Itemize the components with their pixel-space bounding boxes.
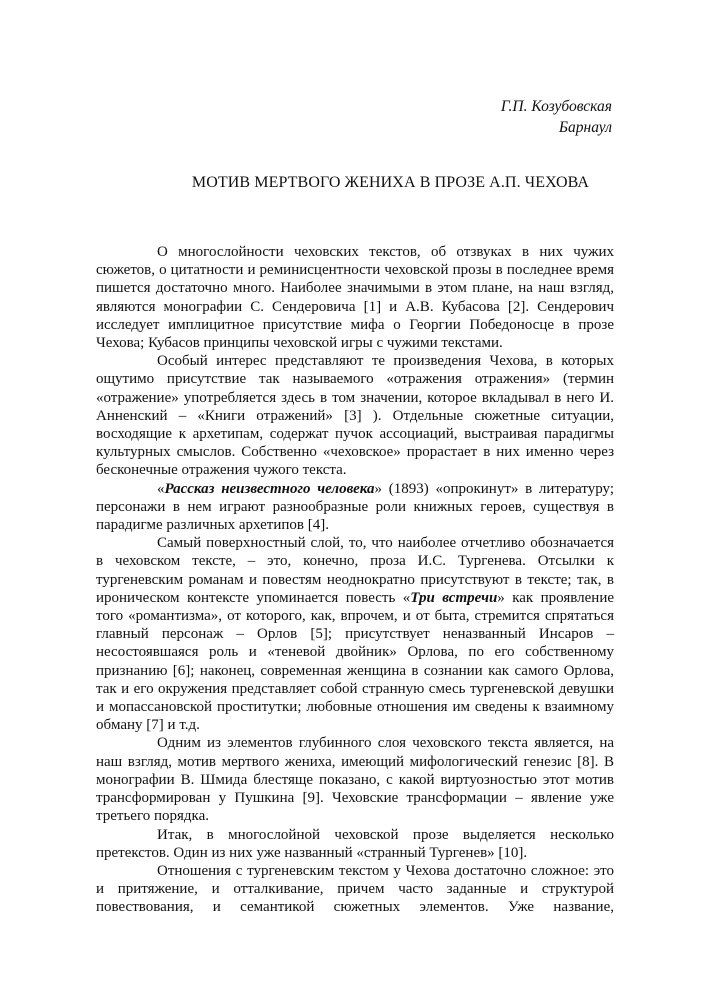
paragraph-5: Одним из элементов глубинного слоя чеховского текста является, на наш взгляд, мотив мертвого жениха, имеющий мифологический генезис [8]. В монографии В. Шмида блестяще показано, с какой виртуозностью этот мотив трансформирован у Пушкина [9]. Чеховские трансформации – явление уже третьего порядка. — [96, 735, 614, 825]
paragraph-7: Отношения с тургеневским текстом у Чехова достаточно сложное: это и притяжение, и отталкивание, причем часто заданные и структурой повествования, и семантикой сюжетных элементов. Уже название, — [96, 862, 614, 916]
paragraph-4-text-b: » как проявление того «романтизма», от которого, как, впрочем, и от быта, стремится спрятаться главный персонаж – Орлов [5]; присутствует неназванный Инсаров – несостоявшаяся роль и «теневой двойник» Орлова, по его собственному признанию [6]; наконец, современная женщина в сознании как самого Орлова, так и его окружения представляет собой странную смесь тургеневской девушки и мопассановской проститутки; любовные отношения им сведены к взаимному обману [7] и т.д. — [96, 589, 615, 734]
author-name: Г.П. Козубовская — [500, 98, 612, 115]
paragraph-4-text-a: Самый поверхностный слой, то, что наиболее отчетливо обозначается в чеховском тексте, – это, конечно, проза И.С. Тургенева. Отсылки к тургеневским романам и повестям неоднократно присутствуют в тексте; так, в ироническом контексте упоминается повесть « — [96, 535, 614, 606]
open-quote: « — [157, 480, 165, 497]
paragraph-6: Итак, в многослойной чеховской прозе выделяется несколько претекстов. Один из них уже названный «странный Тургенев» [10]. — [96, 826, 614, 861]
paragraph-3-text: » (1893) «опрокинут» в литературу; персонажи в нем играют разнообразные роли книжных героев, существуя в парадигме различных архетипов [4]. — [96, 480, 614, 534]
paragraph-4 — [96, 534, 614, 734]
paragraph-3 — [96, 480, 614, 535]
article-title: МОТИВ МЕРТВОГО ЖЕНИХА В ПРОЗЕ А.П. ЧЕХОВА — [191, 174, 590, 191]
author-city: Барнаул — [558, 119, 612, 136]
paragraph-2: Особый интерес представляют те произведения Чехова, в которых ощутимо присутствие так называемого «отражения отражения» (термин «отражение» употребляется здесь в том значении, которое вкладывал в него И. Анненский – «Книги отражений» [3] ). Отдельные сюжетные ситуации, восходящие к архетипам, содержат пучок ассоциаций, выстраивая парадигмы культурных смыслов. Собственно «чеховское» прорастает в них именно через бесконечные отражения чужого текста. — [96, 353, 614, 479]
paragraph-1: О многослойности чеховских текстов, об отзвуках в них чужих сюжетов, о цитатности и реминисцентности чеховской прозы в последнее время пишется достаточно много. Наиболее значимыми в этом плане, на наш взгляд, являются монографии С. Сендеровича [1] и А.В. Кубасова [2]. Сендерович исследует имплицитное присутствие мифа о Георгии Победоносце в прозе Чехова; Кубасов принципы чеховской игры с чужими текстами. — [96, 244, 614, 352]
emphasized-title: Три встречи — [410, 589, 498, 606]
emphasized-title: Рассказ неизвестного человека — [164, 480, 375, 497]
article-body — [96, 243, 614, 917]
